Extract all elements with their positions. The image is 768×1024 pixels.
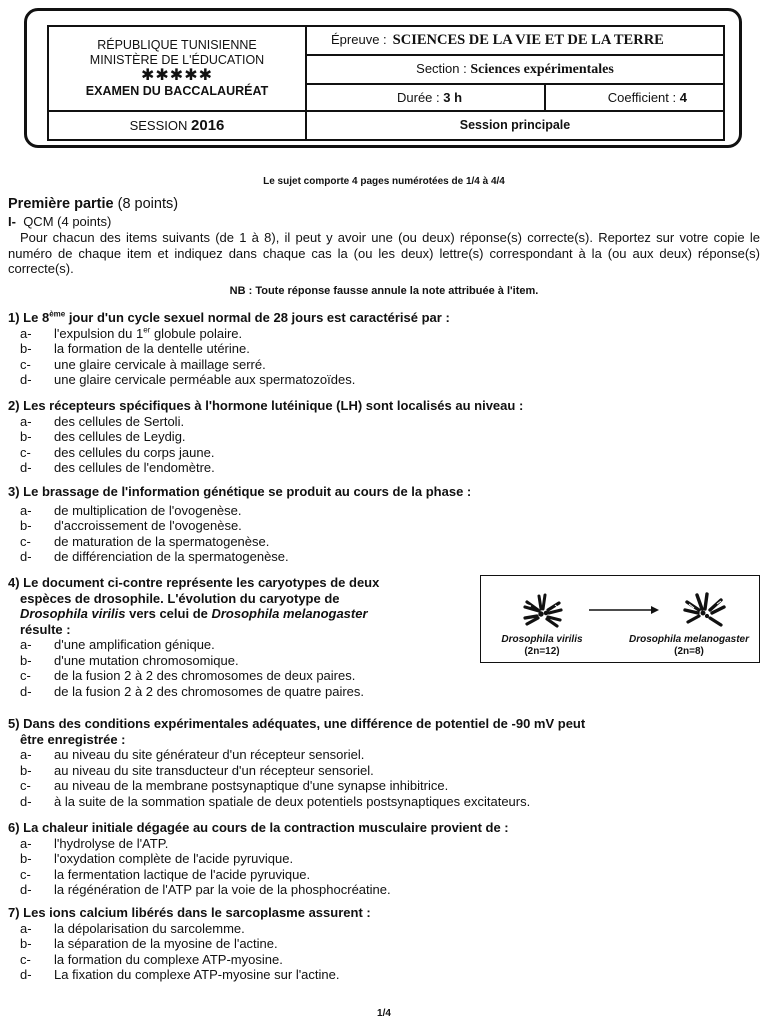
exam-name: EXAMEN DU BACCALAURÉAT <box>85 83 269 98</box>
country-name: RÉPUBLIQUE TUNISIENNE <box>97 37 257 52</box>
epreuve-label: Épreuve : <box>331 32 387 47</box>
qcm-number: I- <box>8 214 16 229</box>
part-title <box>8 197 760 213</box>
stars-decoration: ✱✱✱✱✱ <box>140 66 214 84</box>
question-4-option-a: a- d'une amplification génique. <box>20 637 215 652</box>
question-1-option-d: d- une glaire cervicale perméable aux spermatozoïdes. <box>20 372 356 387</box>
question-4-line-2: espèces de drosophile. L'évolution du caryotype de <box>20 590 340 606</box>
header-table <box>47 25 725 141</box>
question-4-line-3: Drosophila virilis vers celui de Drosophila melanogaster <box>20 606 368 621</box>
question-6-text: 6) La chaleur initiale dégagée au cours de la contraction musculaire provient de : <box>8 820 509 835</box>
question-2 <box>8 398 760 476</box>
page-number: 1/4 <box>377 1008 391 1019</box>
nb-note: NB : Toute réponse fausse annule la note attribuée à l'item. <box>229 285 539 297</box>
coefficient-cell <box>545 84 724 111</box>
question-5-line-2: être enregistrée : <box>20 731 126 747</box>
question-6-option-b: b- l'oxydation complète de l'acide pyruvique. <box>20 851 294 866</box>
duree-label: Durée : <box>397 90 440 105</box>
question-2-text: 2) Les récepteurs spécifiques à l'hormone lutéinique (LH) sont localisés au niveau : <box>8 398 524 413</box>
question-3-option-b: b- d'accroissement de l'ovogenèse. <box>20 518 242 533</box>
question-7-option-b: b- la séparation de la myosine de l'actine. <box>20 936 278 951</box>
question-3-text: 3) Le brassage de l'information génétique se produit au cours de la phase : <box>8 484 472 499</box>
question-5-option-c: c- au niveau de la membrane postsynaptique d'une synapse inhibitrice. <box>20 778 449 793</box>
question-4-option-d: d- de la fusion 2 à 2 des chromosomes de quatre paires. <box>20 683 365 699</box>
question-5-line-1: 5) Dans des conditions expérimentales adéquates, une différence de potentiel de -90 mV peut <box>8 716 586 731</box>
question-2-option-a: a- des cellules de Sertoli. <box>20 413 185 429</box>
exam-header <box>24 8 742 148</box>
epreuve-value: SCIENCES DE LA VIE ET DE LA TERRE <box>392 32 664 48</box>
question-3-option-c: c- de maturation de la spermatogenèse. <box>20 533 270 549</box>
section-label: Section : <box>416 61 467 77</box>
question-6 <box>8 820 760 898</box>
melanogaster-chromosomes <box>685 594 724 625</box>
section-value: Sciences expérimentales <box>470 62 614 78</box>
question-5-option-d: d- à la suite de la sommation spatiale de deux potentiels postsynaptiques excitateurs. <box>20 793 531 809</box>
pages-note: Le sujet comporte 4 pages numérotées de 1/4 à 4/4 <box>263 176 505 187</box>
question-6-option-c: c- la fermentation lactique de l'acide pyruvique. <box>20 866 311 882</box>
epreuve-cell <box>306 26 724 55</box>
qcm-instructions: Pour chacun des items suivants (de 1 à 8), il peut y avoir une (ou deux) réponse(s) correcte(s). Reportez sur votre copie le numéro de chaque item et indiquez dans chaque cas la (ou les deux) lettre(s) correspondant à la (ou aux deux) réponse(s) correcte(s). <box>8 230 760 276</box>
part-points: (8 points) <box>117 196 179 212</box>
question-7-option-c: c- la formation du complexe ATP-myosine. <box>20 951 283 967</box>
virilis-chromosomes <box>525 595 561 626</box>
session-year: 2016 <box>191 116 225 134</box>
question-4 <box>8 575 478 699</box>
part-title-text: Première partie <box>8 196 114 212</box>
question-2-option-c: c- des cellules du corps jaune. <box>20 444 215 460</box>
session-type: Session principale <box>306 111 724 140</box>
question-3-option-a: a- de multiplication de l'ovogenèse. <box>20 502 242 518</box>
question-5 <box>8 716 760 809</box>
virilis-label: Drosophila virilis (2n=12) <box>501 634 583 657</box>
melanogaster-label: Drosophila melanogaster (2n=8) <box>628 634 750 657</box>
question-7-option-a: a- la dépolarisation du sarcolemme. <box>20 920 245 936</box>
question-6-option-a: a- l'hydrolyse de l'ATP. <box>20 835 169 851</box>
question-2-option-d: d- des cellules de l'endomètre. <box>20 460 215 475</box>
question-4-option-c: c- de la fusion 2 à 2 des chromosomes de deux paires. <box>20 668 356 683</box>
coefficient-value: 4 <box>679 90 687 105</box>
ministry-name: MINISTÈRE DE L'ÉDUCATION <box>89 52 265 67</box>
question-6-option-d: d- la régénération de l'ATP par la voie de la phosphocréatine. <box>20 882 391 897</box>
question-4-option-b: b- d'une mutation chromosomique. <box>20 652 239 668</box>
question-7-text: 7) Les ions calcium libérés dans le sarcoplasme assurent : <box>8 905 371 920</box>
question-1-text: 1) Le 8ème jour d'un cycle sexuel normal de 28 jours est caractérisé par : <box>8 309 450 325</box>
question-5-option-a: a- au niveau du site générateur d'un récepteur sensoriel. <box>20 747 365 762</box>
duree-cell <box>306 84 545 111</box>
question-3-option-d: d- de différenciation de la spermatogenèse. <box>20 549 289 564</box>
karyotype-figure <box>480 575 760 663</box>
session-label: SESSION <box>129 117 188 133</box>
karyotype-drawing <box>481 580 758 640</box>
question-5-option-b: b- au niveau du site transducteur d'un récepteur sensoriel. <box>20 762 374 778</box>
section-cell <box>306 55 724 84</box>
header-institution <box>48 26 306 111</box>
question-2-option-b: b- des cellules de Leydig. <box>20 429 186 444</box>
question-1-option-b: b- la formation de la dentelle utérine. <box>20 341 250 356</box>
duree-value: 3 h <box>443 90 463 105</box>
evolution-arrow <box>589 606 659 614</box>
question-7-option-d: d- La fixation du complexe ATP-myosine sur l'actine. <box>20 967 340 982</box>
question-7 <box>8 905 760 983</box>
question-1 <box>8 310 760 388</box>
question-4-line-1: 4) Le document ci-contre représente les caryotypes de deux <box>8 575 380 590</box>
coefficient-label: Coefficient : <box>607 90 677 105</box>
question-4-line-4: résulte : <box>20 621 71 637</box>
question-1-option-a: a- l'expulsion du 1er globule polaire. <box>20 325 243 341</box>
question-3 <box>8 484 760 565</box>
session-cell <box>48 111 306 140</box>
question-1-option-c: c- une glaire cervicale à maillage serré. <box>20 356 266 372</box>
qcm-points: (4 points) <box>57 214 112 229</box>
qcm-title: QCM <box>23 214 54 229</box>
qcm-heading <box>8 214 760 230</box>
